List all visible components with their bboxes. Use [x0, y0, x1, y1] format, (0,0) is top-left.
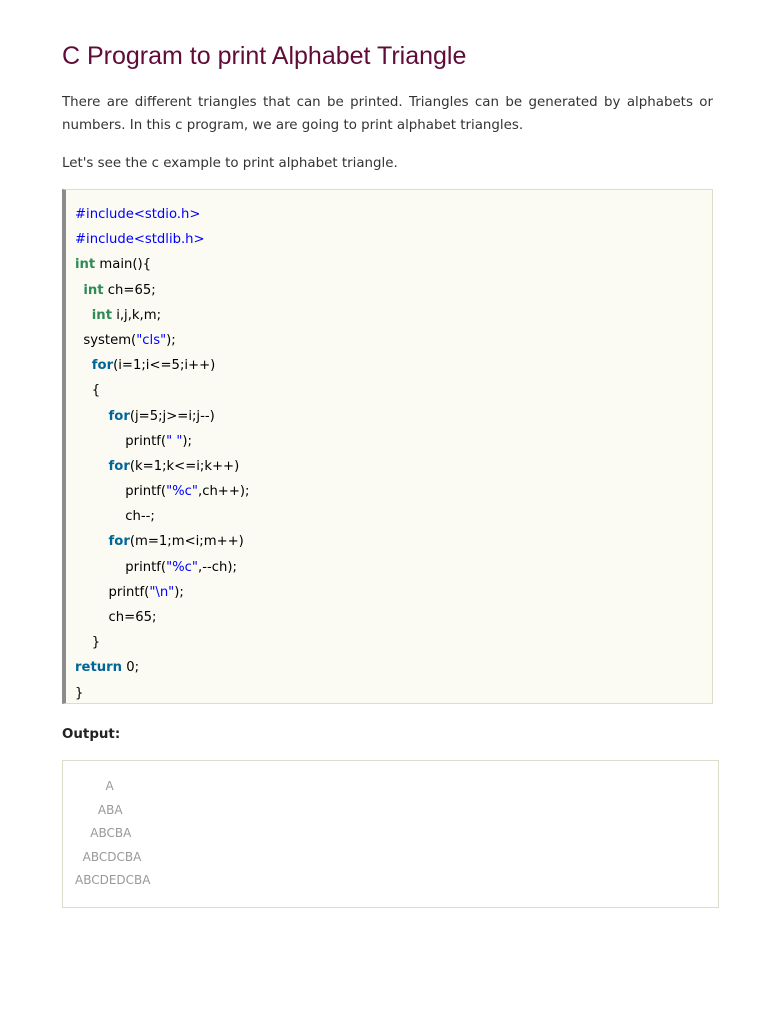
code-token: ,ch++); [198, 484, 250, 500]
code-line [66, 278, 712, 303]
example-lead-text: Let's see the c example to print alphabet triangle. [62, 156, 398, 171]
output-line: ABCDEDCBA [75, 873, 151, 887]
code-line [66, 655, 712, 680]
code-line [66, 378, 712, 403]
code-line [66, 529, 712, 554]
code-token-kw-ctrl: for [108, 408, 130, 424]
code-token: (j=5;j>=i;j--) [129, 408, 215, 424]
output-line: ABA [75, 802, 123, 817]
code-token-kw-ctrl: for [91, 358, 114, 374]
code-token-str: "%c" [166, 484, 198, 500]
code-line [66, 328, 712, 353]
code-line [66, 630, 712, 655]
code-token-pp: #include<stdio.h> [75, 207, 201, 222]
code-token-kw-type: int [83, 282, 104, 298]
code-token-pp: #include<stdlib.h> [75, 232, 205, 248]
code-token: ch=65; [75, 610, 157, 625]
code-token: ,--ch); [198, 559, 237, 575]
code-line [66, 252, 712, 277]
code-token: main(){ [95, 257, 152, 273]
code-token-str: "cls" [136, 332, 167, 348]
code-token: printf( [75, 584, 150, 600]
code-token: printf( [75, 433, 167, 449]
code-line [66, 454, 712, 479]
output-line: A [75, 779, 114, 793]
code-line [66, 681, 712, 706]
code-token: 0; [122, 660, 140, 676]
output-block[interactable] [62, 760, 719, 908]
code-line [66, 404, 712, 429]
code-token: i,j,k,m; [112, 307, 162, 323]
code-token-kw-type: int [91, 307, 112, 323]
code-line [66, 353, 712, 378]
code-token: system( [75, 332, 137, 348]
code-line [66, 580, 712, 605]
code-token-kw-ctrl: for [108, 458, 130, 474]
code-line [66, 227, 712, 252]
code-line [66, 605, 712, 630]
code-token [75, 308, 92, 323]
code-token: ); [174, 584, 184, 600]
code-token: ch=65; [103, 282, 156, 298]
code-token [75, 409, 109, 424]
code-line [66, 479, 712, 504]
code-token-kw-ctrl: return [75, 660, 123, 676]
code-token: ); [182, 433, 192, 449]
code-token [75, 459, 109, 474]
output-line: ABCBA [75, 826, 132, 840]
intro-paragraph: There are different triangles that can be printed. Triangles can be generated by alphabets or numbers. In this c program, we are going to print alphabet triangles. [62, 95, 713, 133]
output-label: Output: [62, 727, 121, 742]
code-token: ); [166, 332, 176, 348]
code-line [66, 202, 712, 227]
code-token: } [75, 635, 101, 651]
code-token [75, 358, 92, 373]
code-block[interactable] [62, 189, 713, 704]
code-token: printf( [75, 484, 167, 500]
code-token: ch--; [75, 509, 155, 525]
code-line [66, 504, 712, 529]
code-line [66, 303, 712, 328]
code-token-kw-type: int [75, 257, 96, 273]
code-token: { [75, 383, 101, 399]
output-line: ABCDCBA [75, 849, 142, 864]
code-line [66, 555, 712, 580]
code-token-str: " " [166, 433, 183, 449]
code-line [66, 429, 712, 454]
page-title: C Program to print Alphabet Triangle [62, 42, 467, 70]
code-token-str: "\n" [149, 584, 175, 600]
code-token: } [75, 685, 84, 701]
code-token: printf( [75, 559, 167, 575]
code-token [75, 534, 109, 549]
code-token-kw-ctrl: for [108, 534, 130, 550]
code-token-str: "%c" [166, 559, 198, 575]
code-token: (m=1;m<i;m++) [129, 534, 244, 550]
code-token: (i=1;i<=5;i++) [113, 358, 216, 374]
code-token: (k=1;k<=i;k++) [129, 458, 240, 474]
